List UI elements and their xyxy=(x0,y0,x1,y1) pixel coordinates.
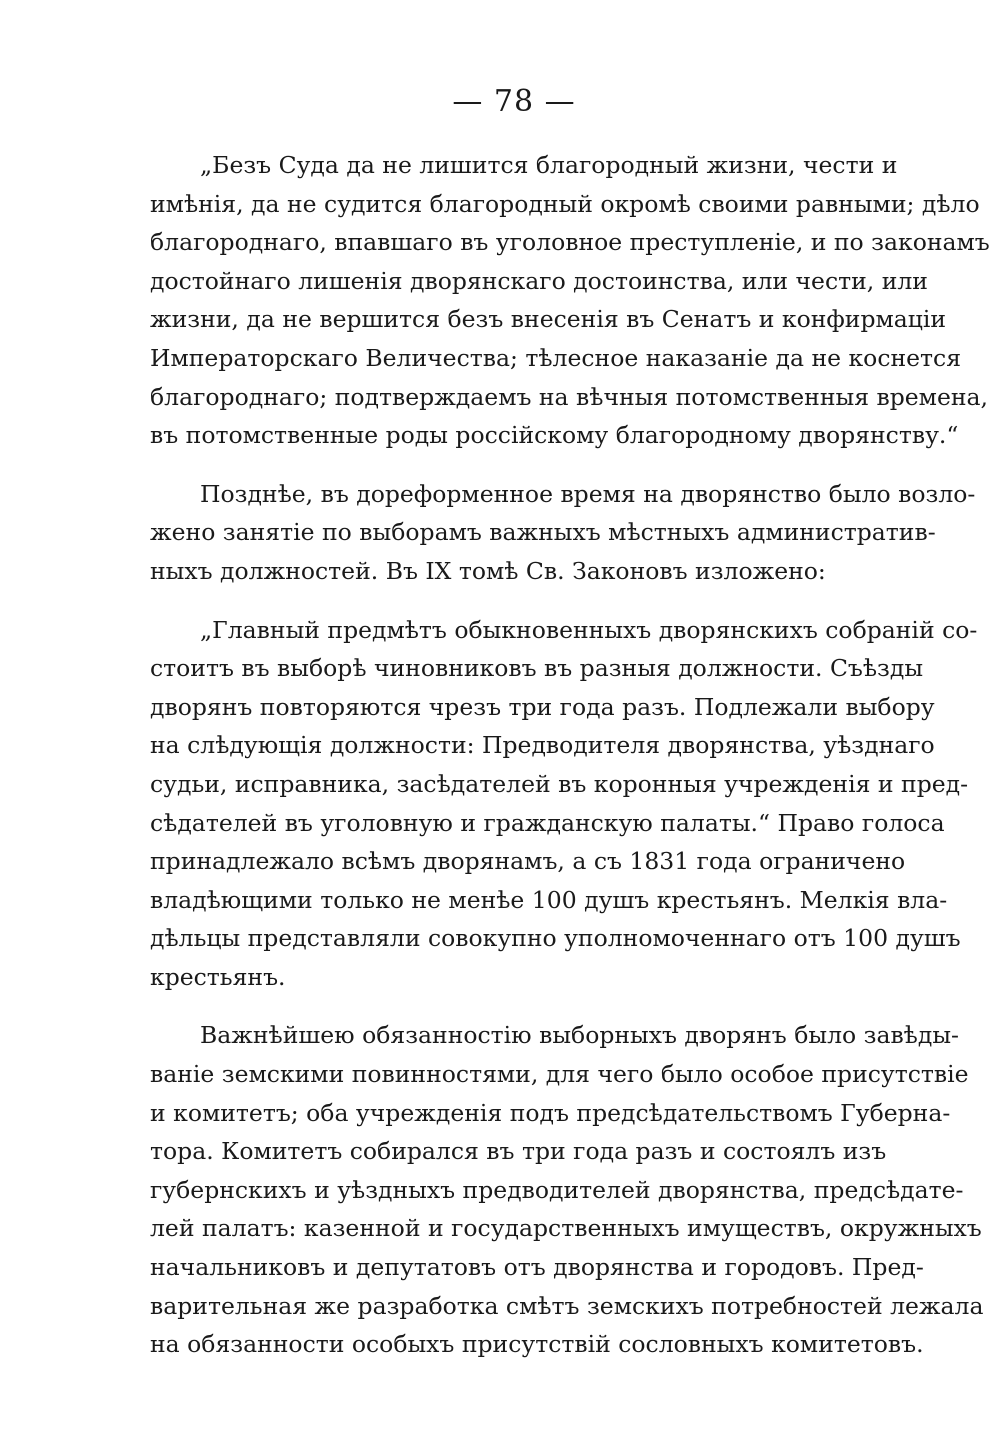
paragraph-1 xyxy=(150,146,990,455)
text-line: благороднаго; подтверждаемъ на вѣчныя потомственныя времена, xyxy=(150,382,989,411)
text-line: ныхъ должностей. Въ IX томѣ Св. Законовъ изложено: xyxy=(150,556,826,585)
text-line: жизни, да не вершится безъ внесенія въ Сенатъ и конфирмаціи xyxy=(150,305,947,334)
text-line: дѣльцы представляли совокупно уполномоченнаго отъ 100 душъ xyxy=(150,924,961,953)
text-line: достойнаго лишенія дворянскаго достоинства, или чести, или xyxy=(150,266,928,295)
paragraph-3 xyxy=(150,611,978,997)
text-line: Позднѣе, въ дореформенное время на дворянство было возло- xyxy=(200,479,976,508)
text-line: „Безъ Суда да не лишится благородный жизни, чести и xyxy=(200,151,898,179)
text-line: Важнѣйшею обязанностію выборныхъ дворянъ было завѣды- xyxy=(200,1021,959,1050)
text-line: Императорскаго Величества; тѣлесное наказаніе да не коснется xyxy=(150,343,962,372)
text-line: дворянъ повторяются чрезъ три года разъ. Подлежали выбору xyxy=(150,692,935,721)
text-line: на слѣдующія должности: Предводителя дворянства, уѣзднаго xyxy=(150,731,935,760)
text-line: жено занятіе по выборамъ важныхъ мѣстныхъ административ- xyxy=(150,518,936,547)
text-line: губернскихъ и уѣздныхъ предводителей дворянства, предсѣдате- xyxy=(150,1175,964,1204)
text-line: владѣющими только не менѣе 100 душъ крестьянъ. Мелкія вла- xyxy=(150,885,948,914)
text-line: ваніе земскими повинностями, для чего было особое присутствіе xyxy=(150,1060,969,1089)
text-line: судьи, исправника, засѣдателей въ коронныя учрежденія и пред- xyxy=(150,769,969,798)
text-line: сѣдателей въ уголовную и гражданскую палаты.“ Право голоса xyxy=(150,808,945,837)
text-line: лей палатъ: казенной и государственныхъ имуществъ, окружныхъ xyxy=(150,1214,982,1243)
text-line: „Главный предмѣтъ обыкновенныхъ дворянскихъ собраній со- xyxy=(200,615,978,644)
text-line: въ потомственные роды россійскому благородному дворянству.“ xyxy=(150,421,959,450)
text-line: на обязанности особыхъ присутствій сословныхъ комитетовъ. xyxy=(150,1330,924,1359)
document-page xyxy=(150,82,990,1364)
text-line: начальниковъ и депутатовъ отъ дворянства и городовъ. Пред- xyxy=(150,1253,924,1282)
text-line: крестьянъ. xyxy=(150,962,286,991)
text-line: стоитъ въ выборѣ чиновниковъ въ разныя должности. Съѣзды xyxy=(150,654,924,683)
page-number: — 78 — xyxy=(452,84,576,119)
text-line: и комитетъ; оба учрежденія подъ предсѣдательствомъ Губерна- xyxy=(150,1098,951,1127)
paragraph-4 xyxy=(150,1016,984,1363)
text-line: благороднаго, впавшаго въ уголовное преступленіе, и по законамъ xyxy=(150,228,990,257)
text-line: имѣнія, да не судится благородный окромѣ своими равными; дѣло xyxy=(150,189,980,218)
paragraph-2 xyxy=(150,475,976,591)
text-line: принадлежало всѣмъ дворянамъ, а съ 1831 года ограничено xyxy=(150,847,906,876)
text-line: варительная же разработка смѣтъ земскихъ потребностей лежала xyxy=(150,1291,984,1320)
text-line: тора. Комитетъ собирался въ три года разъ и состоялъ изъ xyxy=(150,1137,887,1166)
